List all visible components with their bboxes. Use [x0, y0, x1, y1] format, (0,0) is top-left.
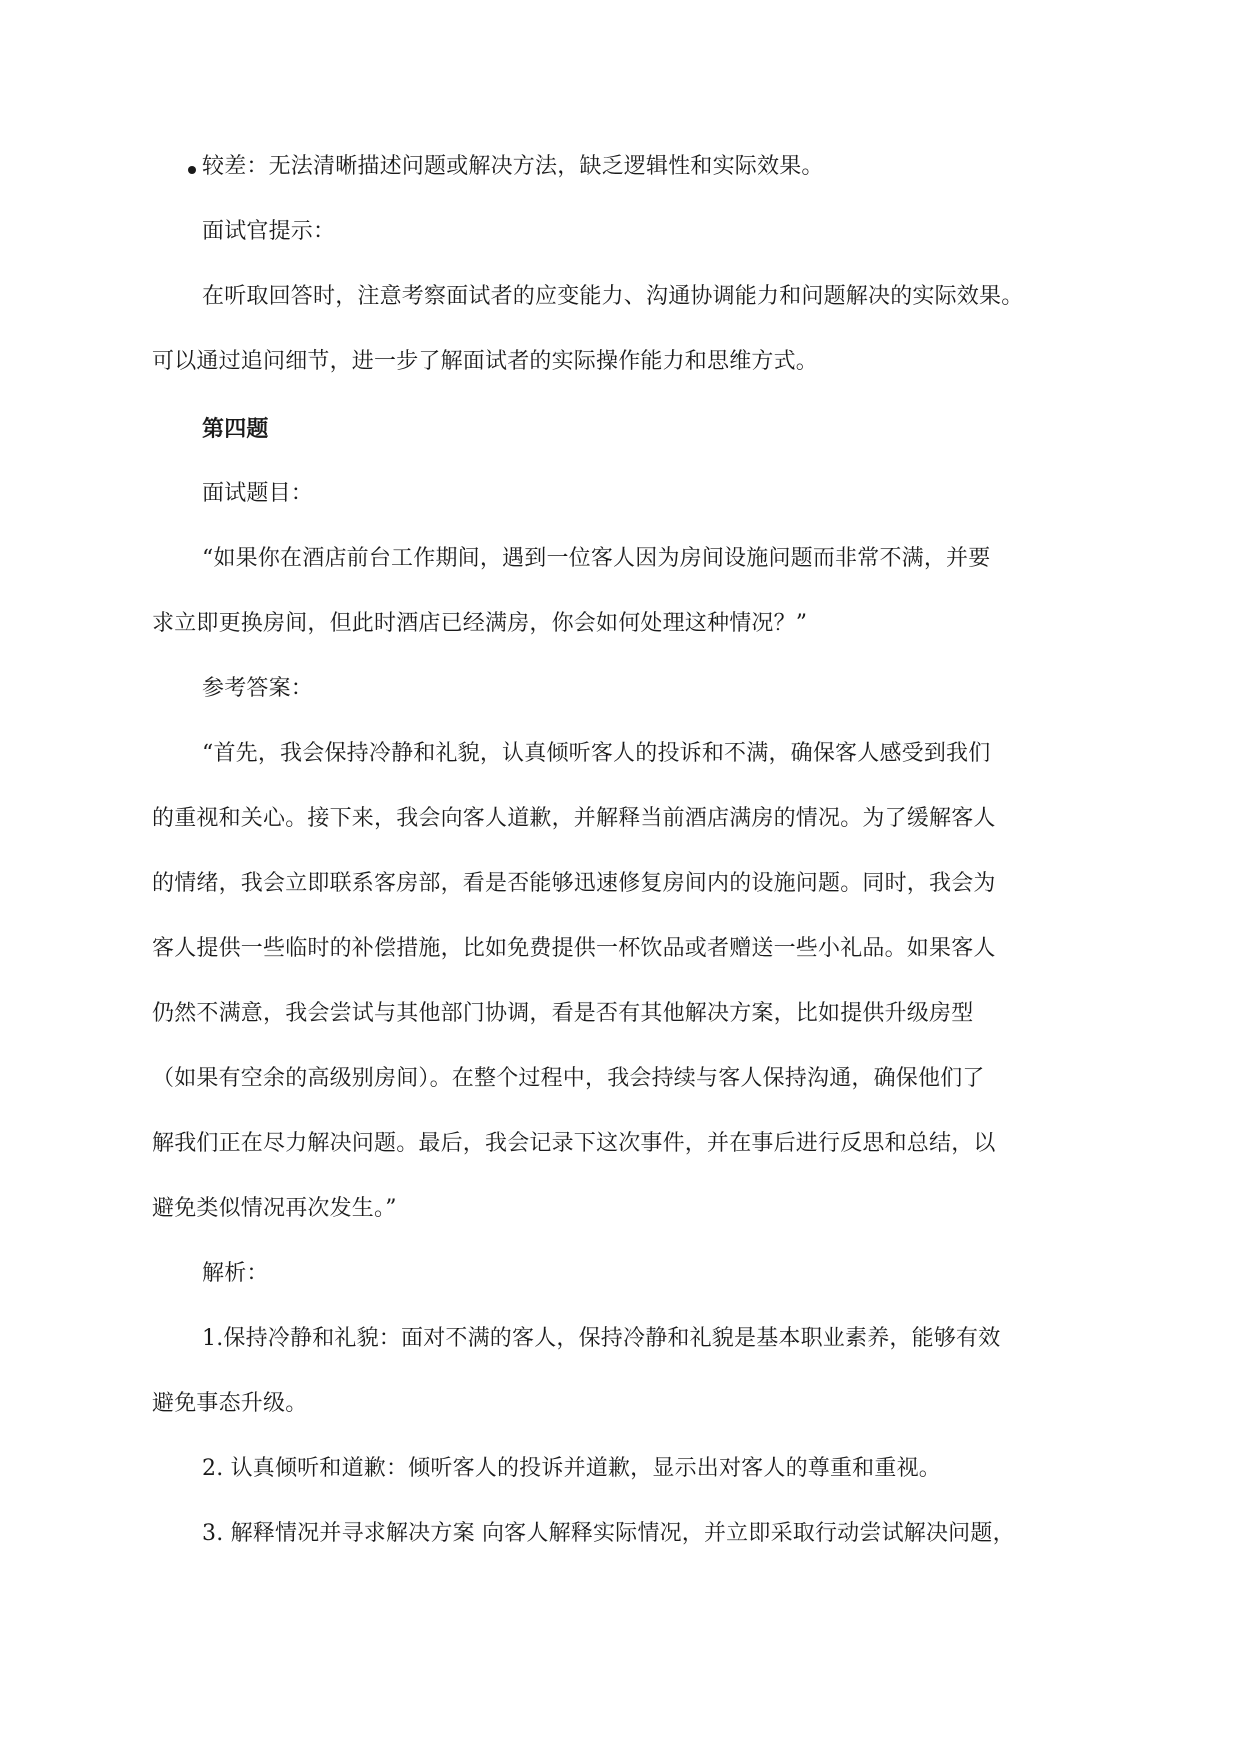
question-line-2: 求立即更换房间，但此时酒店已经满房，你会如何处理这种情况？” [152, 611, 808, 636]
bullet-dot [188, 166, 196, 174]
question-heading: 面试题目： [202, 481, 314, 506]
interviewer-tip-heading: 面试官提示： [202, 219, 336, 244]
answer-line-5: 仍然不满意，我会尝试与其他部门协调，看是否有其他解决方案，比如提供升级房型 [152, 1001, 974, 1026]
answer-line-7: 解我们正在尽力解决问题。最后，我会记录下这次事件，并在事后进行反思和总结，以 [152, 1131, 996, 1156]
answer-line-2: 的重视和关心。接下来，我会向客人道歉，并解释当前酒店满房的情况。为了缓解客人 [152, 806, 996, 831]
answer-line-6: （如果有空余的高级别房间）。在整个过程中，我会持续与客人保持沟通，确保他们了 [152, 1066, 985, 1091]
analysis-item-1-line-2: 避免事态升级。 [152, 1391, 308, 1416]
interviewer-tip-line-1: 在听取回答时，注意考察面试者的应变能力、沟通协调能力和问题解决的实际效果。 [202, 284, 1024, 309]
question-line-1: “如果你在酒店前台工作期间，遇到一位客人因为房间设施问题而非常不满，并要 [202, 546, 991, 571]
analysis-item-1-line-1: 1.保持冷静和礼貌：面对不满的客人，保持冷静和礼貌是基本职业素养，能够有效 [202, 1326, 1001, 1351]
bullet-item-text: 较差：无法清晰描述问题或解决方法，缺乏逻辑性和实际效果。 [202, 154, 824, 179]
answer-line-8: 避免类似情况再次发生。” [152, 1196, 397, 1221]
answer-line-3: 的情绪，我会立即联系客房部，看是否能够迅速修复房间内的设施问题。同时，我会为 [152, 871, 996, 896]
analysis-item-3: 3. 解释情况并寻求解决方案 向客人解释实际情况，并立即采取行动尝试解决问题， [202, 1521, 1015, 1546]
answer-line-1: “首先，我会保持冷静和礼貌，认真倾听客人的投诉和不满，确保客人感受到我们 [202, 741, 991, 766]
answer-heading: 参考答案： [202, 676, 314, 701]
question-title: 第四题 [202, 416, 269, 442]
answer-line-4: 客人提供一些临时的补偿措施，比如免费提供一杯饮品或者赠送一些小礼品。如果客人 [152, 936, 996, 961]
analysis-item-2: 2. 认真倾听和道歉：倾听客人的投诉并道歉，显示出对客人的尊重和重视。 [202, 1456, 941, 1481]
interviewer-tip-line-2: 可以通过追问细节，进一步了解面试者的实际操作能力和思维方式。 [152, 349, 819, 374]
analysis-heading: 解析： [202, 1261, 269, 1286]
